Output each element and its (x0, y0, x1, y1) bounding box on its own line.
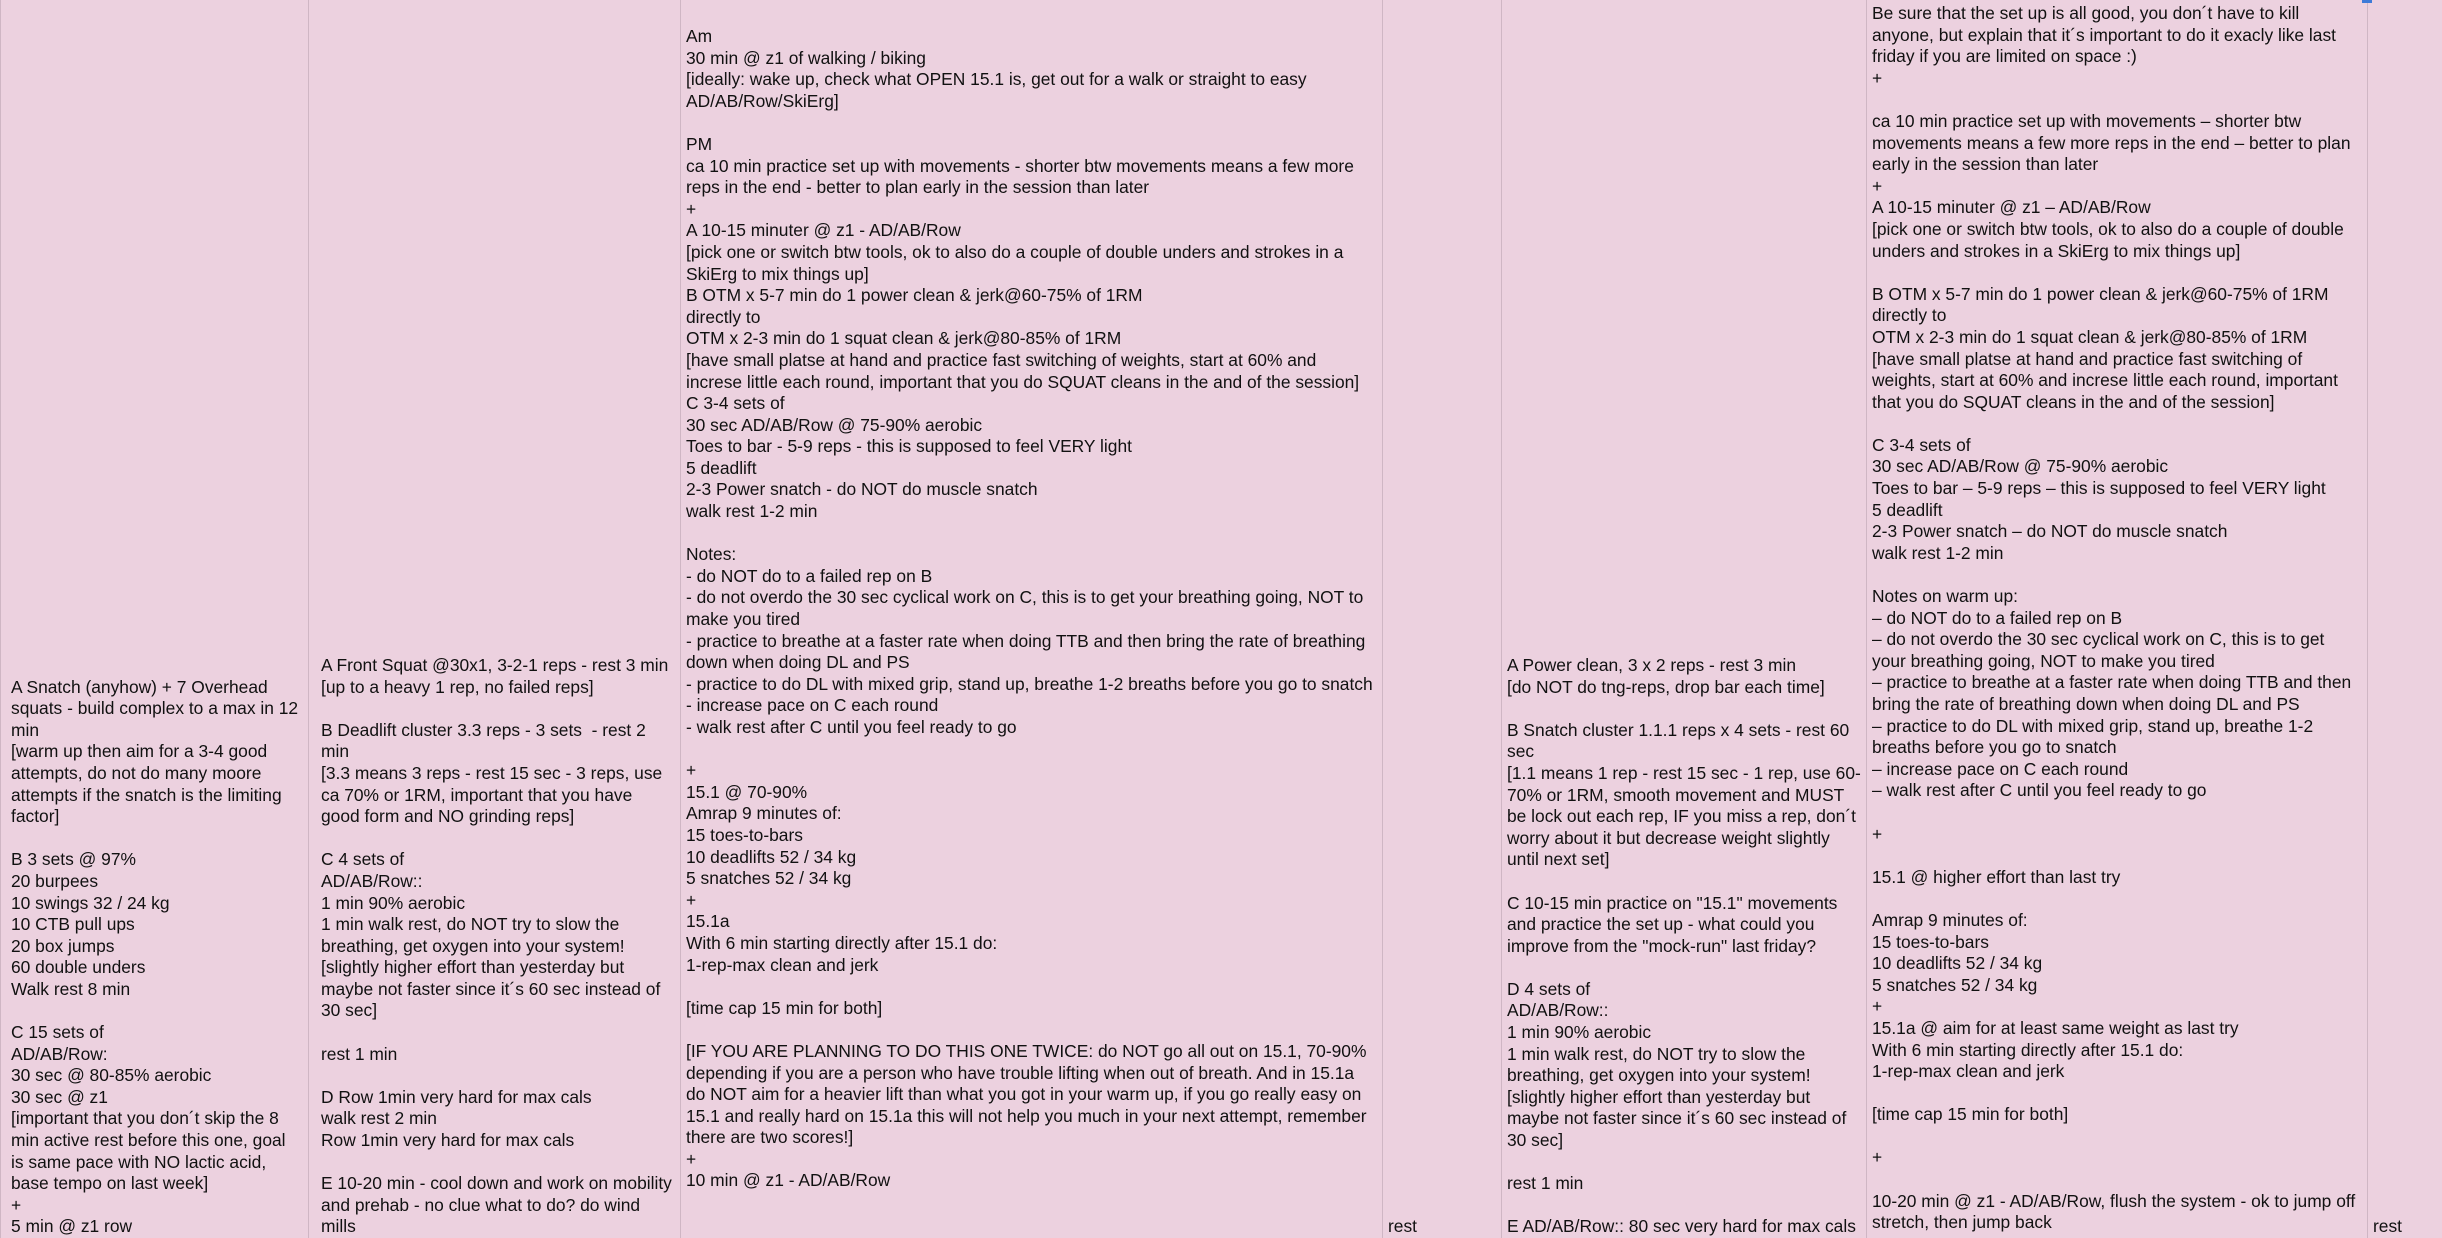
cell-day-5[interactable] (1501, 0, 1866, 1238)
cell-day-1-text: A Snatch (anyhow) + 7 Overhead squats - build complex to a max in 12 min [warm up then aim for a 3-4 good attempts, do not do many moore attempts if the snatch is the limiting factor] B 3 sets @ 97% 20 burpees 10 swings 32 / 24 kg 10 CTB pull ups 20 box jumps 60 double unders Walk rest 8 min C 15 sets of AD/AB/Row: 30 sec @ 80-85% aerobic 30 sec @ z1 [important that you don´t skip the 8 min active rest before this one, goal is same pace with NO lactic acid, base tempo on last week] + 5 min @ z1 row (11, 676, 299, 1237)
cell-day-7-text: rest (2373, 1216, 2402, 1237)
cell-day-4-text: rest (1388, 1216, 1417, 1237)
selection-marker (2362, 0, 2372, 3)
cell-day-3[interactable] (680, 0, 1382, 1238)
cell-day-6[interactable] (1866, 0, 2367, 1238)
cell-day-5-text: A Power clean, 3 x 2 reps - rest 3 min [do NOT do tng-reps, drop bar each time] B Snatch cluster 1.1.1 reps x 4 sets - rest 60 sec [1.1 means 1 rep - rest 15 sec - 1 rep, use 60-70% or 1RM, smooth movement and MUST be lock out each rep, IF you miss a rep, don´t worry about it but decrease weight slightly until next set] C 10-15 min practice on "15.1" movements and practice the set up - what could you improve from the "mock-run" last friday? D 4 sets of AD/AB/Row:: 1 min 90% aerobic 1 min walk rest, do NOT try to slow the breathing, get oxygen into your system! [slightly higher effort than yesterday but maybe not faster since it´s 60 sec instead of 30 sec] rest 1 min E AD/AB/Row:: 80 sec very hard for max cals (1507, 654, 1861, 1237)
cell-day-4[interactable] (1382, 0, 1501, 1238)
cell-day-1[interactable] (0, 0, 308, 1238)
cell-day-3-text: Am 30 min @ z1 of walking / biking [ideally: wake up, check what OPEN 15.1 is, get out for a walk or straight to easy AD/AB/Row/SkiErg] PM ca 10 min practice set up with movements - shorter btw movements means a few more reps in the end - better to plan early in the session than later + A 10-15 minuter @ z1 - AD/AB/Row [pick one or switch btw tools, ok to also do a couple of double unders and strokes in a SkiErg to mix things up] B OTM x 5-7 min do 1 power clean & jerk@60-75% of 1RM directly to OTM x 2-3 min do 1 squat clean & jerk@80-85% of 1RM [have small platse at hand and practice fast switching of weights, start at 60% and increse little each round, important that you do SQUAT cleans in the and of the session] C 3-4 sets of 30 sec AD/AB/Row @ 75-90% aerobic Toes to bar - 5-9 reps - this is supposed to feel VERY light 5 deadlift 2-3 Power snatch - do NOT do muscle snatch walk rest 1-2 min Notes: - do NOT do to a failed rep on B - do not overdo the 30 sec cyclical work on C, this is to get your breathing going, NOT to make you tired - practice to breathe at a faster rate when doing TTB and then bring the rate of breathing down when doing DL and PS - practice to do DL with mixed grip, stand up, breathe 1-2 breaths before you go to snatch - increase pace on C each round - walk rest after C until you feel ready to go + 15.1 @ 70-90% Amrap 9 minutes of: 15 toes-to-bars 10 deadlifts 52 / 34 kg 5 snatches 52 / 34 kg + 15.1a With 6 min starting directly after 15.1 do: 1-rep-max clean and jerk [time cap 15 min for both] [IF YOU ARE PLANNING TO DO THIS ONE TWICE: do NOT go all out on 15.1, 70-90% depending if you are a person who have trouble lifting when out of breath. And in 15.1a do NOT aim for a heavier lift than what you got in your warm up, if you go really easy on 15.1 and really hard on 15.1a this will not help you much in your next attempt, remember there are two scores!] + 10 min @ z1 - AD/AB/Row (686, 26, 1373, 1191)
cell-day-7[interactable] (2367, 0, 2442, 1238)
cell-day-6-text: Be sure that the set up is all good, you don´t have to kill anyone, but explain that it´s important to do it exacly like last friday if you are limited on space :) + ca 10 min practice set up with movements – shorter btw movements means a few more reps in the end – better to plan early in the session than later + A 10-15 minuter @ z1 – AD/AB/Row [pick one or switch btw tools, ok to also do a couple of double unders and strokes in a SkiErg to mix things up] B OTM x 5-7 min do 1 power clean & jerk@60-75% of 1RM directly to OTM x 2-3 min do 1 squat clean & jerk@80-85% of 1RM [have small platse at hand and practice fast switching of weights, start at 60% and increse little each round, important that you do SQUAT cleans in the and of the session] C 3-4 sets of 30 sec AD/AB/Row @ 75-90% aerobic Toes to bar – 5-9 reps – this is supposed to feel VERY light 5 deadlift 2-3 Power snatch – do NOT do muscle snatch walk rest 1-2 min Notes on warm up: – do NOT do to a failed rep on B – do not overdo the 30 sec cyclical work on C, this is to get your breathing going, NOT to make you tired – practice to breathe at a faster rate when doing TTB and then bring the rate of breathing down when doing DL and PS – practice to do DL with mixed grip, stand up, breathe 1-2 breaths before you go to snatch – increase pace on C each round – walk rest after C until you feel ready to go + 15.1 @ higher effort than last try Amrap 9 minutes of: 15 toes-to-bars 10 deadlifts 52 / 34 kg 5 snatches 52 / 34 kg + 15.1a @ aim for at least same weight as last try With 6 min starting directly after 15.1 do: 1-rep-max clean and jerk [time cap 15 min for both] + 10-20 min @ z1 - AD/AB/Row, flush the system - ok to jump off stretch, then jump back (1872, 3, 2356, 1233)
cell-day-2[interactable] (308, 0, 680, 1238)
cell-day-2-text: A Front Squat @30x1, 3-2-1 reps - rest 3 min [up to a heavy 1 rep, no failed reps] B Deadlift cluster 3.3 reps - 3 sets - rest 2 min [3.3 means 3 reps - rest 15 sec - 3 reps, use ca 70% or 1RM, important that you have good form and NO grinding reps] C 4 sets of AD/AB/Row:: 1 min 90% aerobic 1 min walk rest, do NOT try to slow the breathing, get oxygen into your system! [slightly higher effort than yesterday but maybe not faster since it´s 60 sec instead of 30 sec] rest 1 min D Row 1min very hard for max cals walk rest 2 min Row 1min very hard for max cals E 10-20 min - cool down and work on mobility and prehab - no clue what to do? do wind mills (321, 654, 672, 1237)
